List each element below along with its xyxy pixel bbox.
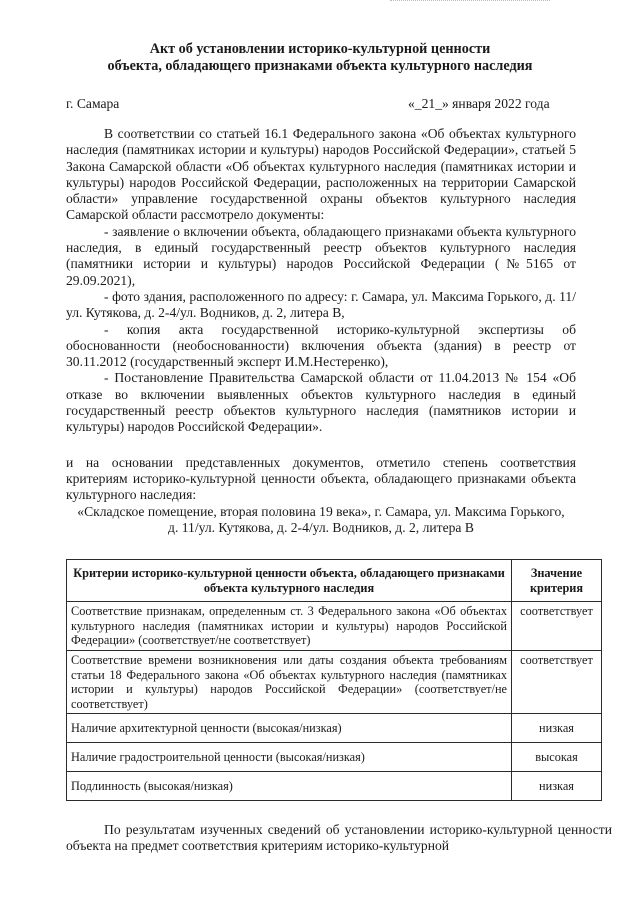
criteria-table bbox=[66, 559, 602, 801]
paragraph-intro: В соответствии со статьей 16.1 Федерального закона «Об объектах культурного наследия (памятниках истории и культуры) народов Российской Федерации», статьей 5 Закона Самарской области «Об объектах культурного наследия (памятниках истории и культуры) народов Российской Федерации, расположенных на территории Самарской области» управление государственной охраны объектов культурного наследия Самарской области рассмотрело документы: bbox=[66, 126, 576, 223]
criterion-cell: Соответствие времени возникновения или даты создания объекта требованиям статьи 18 Федерального закона «Об объектах культурного наследия (памятниках истории и культуры) народов Российской Федерации» (соответствует/не соответствует) bbox=[67, 650, 512, 713]
criterion-cell: Наличие архитектурной ценности (высокая/низкая) bbox=[67, 714, 512, 743]
value-cell: низкая bbox=[512, 772, 602, 801]
criterion-cell: Соответствие признакам, определенным ст. 3 Федерального закона «Об объектах культурного наследия (памятниках истории и культуры) народов Российской Федерации» (соответствует/не соответствует) bbox=[67, 602, 512, 651]
object-name-line-1: «Складское помещение, вторая половина 19 века», г. Самара, ул. Максима Горького, bbox=[77, 503, 565, 519]
paragraph-item-application: - заявление о включении объекта, обладающего признаками объекта культурного наследия, в единый государственный реестр объектов культурного наследия (памятники истории и культуры) народов Российской Федерации (№5165 от 29.09.2021), bbox=[66, 223, 576, 288]
value-cell: соответствует bbox=[512, 650, 602, 713]
closing-paragraph bbox=[66, 822, 612, 855]
paragraph-item-resolution: - Постановление Правительства Самарской области от 11.04.2013 № 154 «Об отказе во включении выявленных объектов культурного наследия в единый государственный реестр объектов культурного наследия (памятников истории и культуры) народов Российской Федерации». bbox=[66, 370, 576, 435]
title-line-1: Акт об установлении историко-культурной ценности bbox=[149, 41, 491, 57]
paragraph-results: По результатам изученных сведений об установлении историко-культурной ценности объекта на предмет соответствия критериям историко-культурной bbox=[66, 822, 612, 854]
table-row bbox=[67, 772, 602, 801]
criterion-cell: Наличие градостроительной ценности (высокая/низкая) bbox=[67, 743, 512, 772]
paragraph-item-expertise: - копия акта государственной историко-культурной экспертизы об обоснованности (необоснованности) включения объекта (здания) в реестр от 30.11.2012 (государственный эксперт И.М.Нестеренко), bbox=[66, 321, 576, 370]
table-row bbox=[67, 714, 602, 743]
object-name-line-2: д. 11/ул. Кутякова, д. 2-4/ул. Водников, д. 2, литера В bbox=[168, 519, 474, 535]
value-cell: соответствует bbox=[512, 602, 602, 651]
header-criteria: Критерии историко-культурной ценности объекта, обладающего признаками объекта культурного наследия bbox=[67, 560, 512, 602]
value-cell: высокая bbox=[512, 743, 602, 772]
table-row bbox=[67, 743, 602, 772]
table-header-row bbox=[67, 560, 602, 602]
document-body bbox=[66, 126, 576, 536]
object-name bbox=[66, 504, 576, 537]
city-label: г. Самара bbox=[66, 96, 120, 111]
paragraph-basis: и на основании представленных документов, отметило степень соответствия критериям историко-культурной ценности объекта, обладающего признаками объекта культурного наследия: bbox=[66, 454, 576, 503]
table-row bbox=[67, 602, 602, 651]
paragraph-item-photo: - фото здания, расположенного по адресу: г. Самара, ул. Максима Горького, д. 11/ул. Кутякова, д. 2-4/ул. Водников, д. 2, литера В, bbox=[66, 288, 576, 321]
header-value: Значение критерия bbox=[512, 560, 602, 602]
document-title bbox=[60, 41, 580, 75]
table-row bbox=[67, 650, 602, 713]
title-line-2: объекта, обладающего признаками объекта культурного наследия bbox=[107, 58, 533, 74]
criterion-cell: Подлинность (высокая/низкая) bbox=[67, 772, 512, 801]
scan-edge-line bbox=[390, 0, 550, 1]
value-cell: низкая bbox=[512, 714, 602, 743]
document-date: «_21_» января 2022 года bbox=[408, 96, 550, 111]
